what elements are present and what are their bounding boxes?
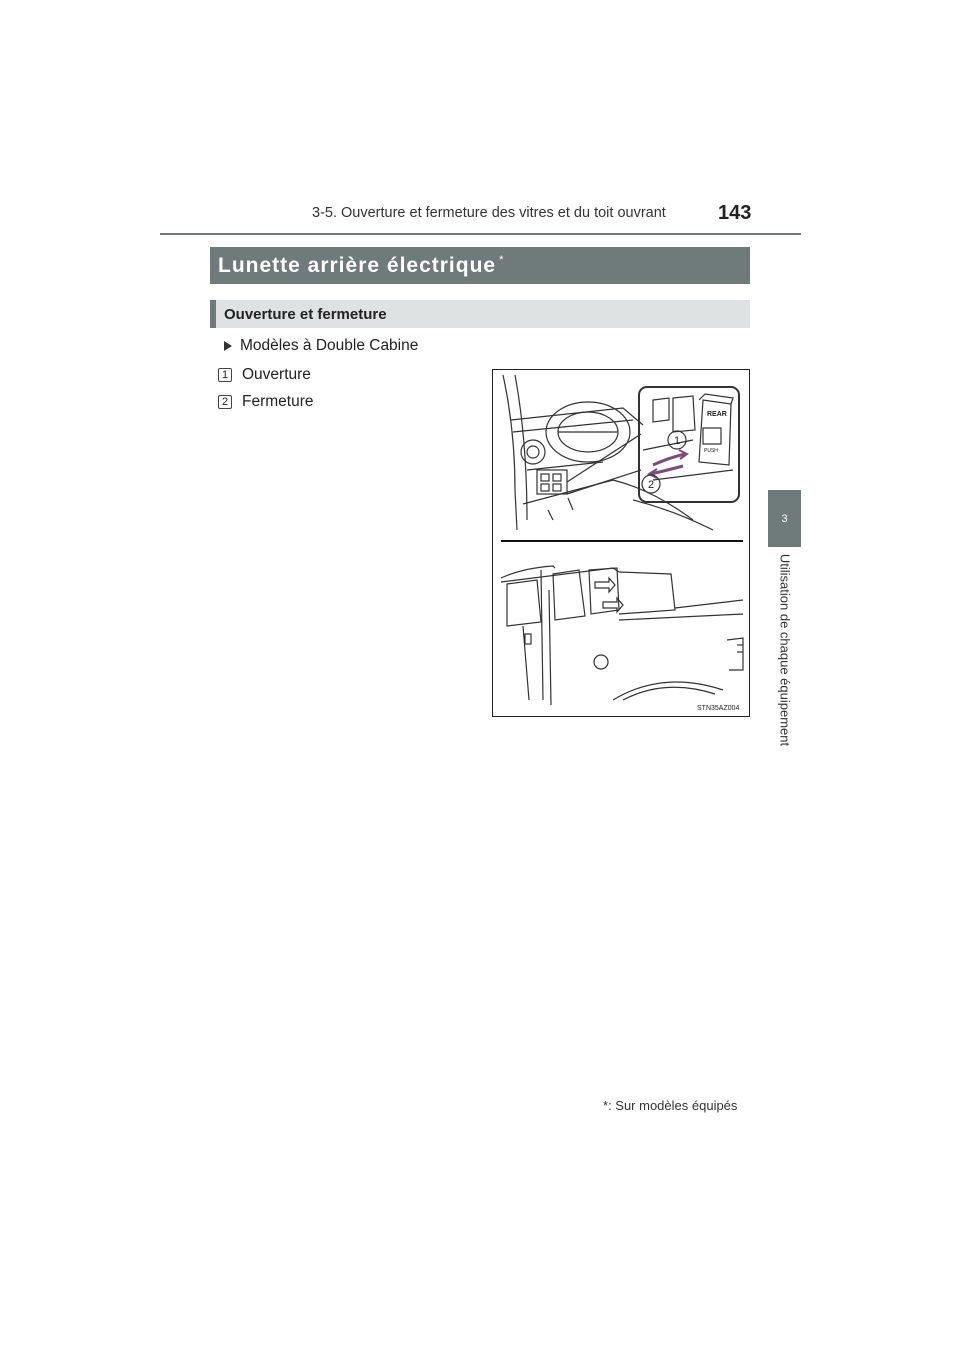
- main-heading-text: Lunette arrière électrique: [218, 253, 497, 277]
- callout-label: Ouverture: [242, 366, 311, 383]
- sub-heading-text: Ouverture et fermeture: [224, 305, 387, 323]
- illustration-callout-1: 1: [673, 435, 681, 447]
- callout-item: [218, 366, 311, 384]
- chapter-tab: [768, 490, 801, 547]
- callout-label: Fermeture: [242, 393, 314, 410]
- footnote-marker: *: [603, 1098, 609, 1113]
- model-line-text: Modèles à Double Cabine: [240, 337, 419, 354]
- triangle-bullet-icon: [224, 341, 232, 351]
- sub-heading: [210, 300, 750, 328]
- equipped-marker: *: [499, 253, 505, 266]
- chapter-number: 3: [781, 512, 788, 525]
- switch-label-push: PUSH: [704, 448, 718, 454]
- footnote: [603, 1098, 737, 1113]
- illustration-drawing: [493, 370, 749, 716]
- model-line: [224, 337, 418, 355]
- header-rule: [160, 233, 801, 235]
- illustration-callout-2: 2: [647, 479, 655, 491]
- main-heading: [210, 247, 750, 284]
- callout-item: [218, 393, 314, 411]
- illustration: [492, 369, 750, 717]
- section-title: 3-5. Ouverture et fermeture des vitres et du toit ouvrant: [312, 205, 666, 221]
- switch-label-rear: REAR: [707, 411, 727, 418]
- footnote-text: : Sur modèles équipés: [608, 1098, 738, 1113]
- chapter-label: Utilisation de chaque équipement: [777, 553, 793, 747]
- callout-number: 2: [218, 395, 232, 409]
- page-number: 143: [718, 202, 752, 224]
- callout-number: 1: [218, 368, 232, 382]
- illustration-code: STN35AZ004: [697, 705, 740, 712]
